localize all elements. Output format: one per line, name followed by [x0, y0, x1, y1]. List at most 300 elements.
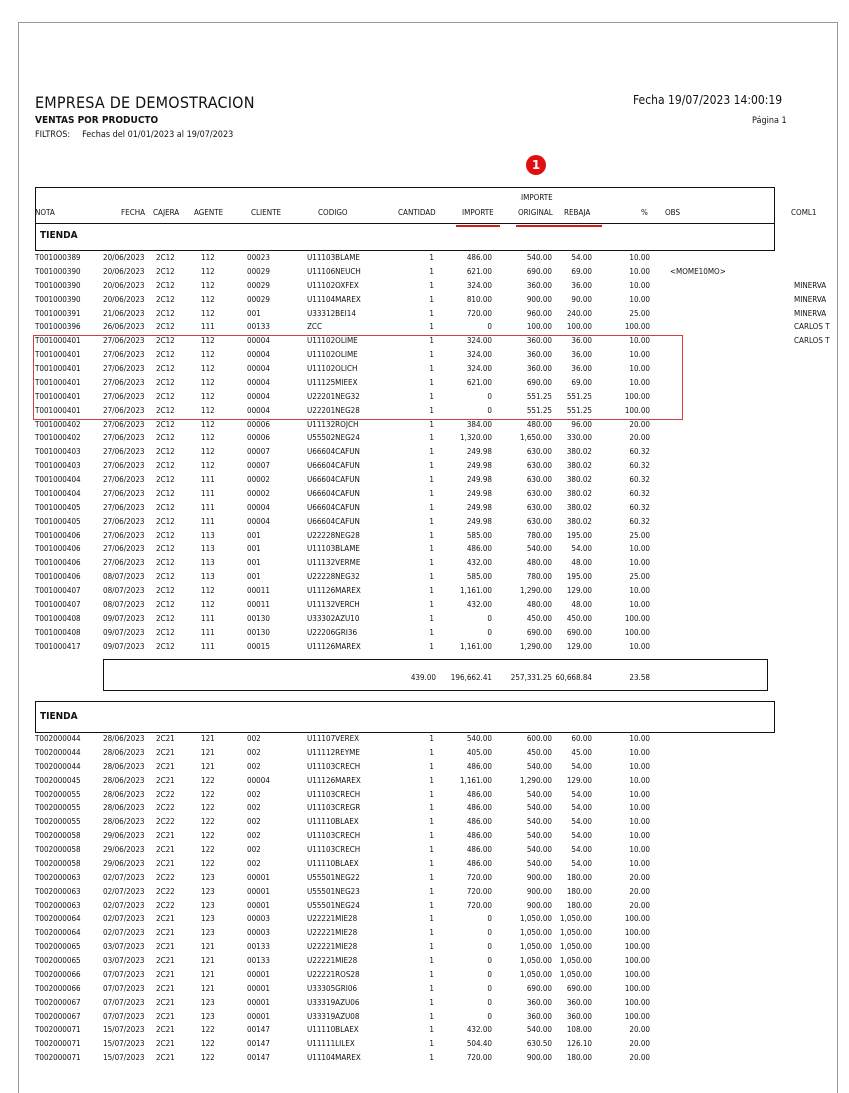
cell-pct: 10.00 [629, 558, 650, 568]
cell-rebaja: 1,050.00 [559, 928, 592, 938]
cell-pct: 10.00 [629, 364, 650, 374]
cell-importe: 249.98 [466, 475, 492, 485]
cell-cantidad: 1 [429, 280, 434, 290]
cell-fecha: 27/06/2023 [103, 433, 145, 443]
cell-cantidad: 1 [429, 831, 434, 841]
cell-agente: 112 [201, 586, 215, 596]
table-row [0, 515, 849, 529]
cell-cantidad: 1 [429, 613, 434, 623]
cell-fecha: 27/06/2023 [103, 530, 145, 540]
cell-cantidad: 1 [429, 294, 434, 304]
cell-fecha: 27/06/2023 [103, 516, 145, 526]
cell-cliente: 00133 [247, 942, 270, 952]
cell-nota: T001000406 [35, 530, 81, 540]
cell-original: 1,050.00 [519, 914, 552, 924]
cell-agente: 111 [201, 641, 215, 651]
cell-fecha: 29/06/2023 [103, 845, 145, 855]
cell-nota: T001000407 [35, 586, 81, 596]
col-cantidad: CANTIDAD [398, 208, 436, 217]
cell-agente: 122 [201, 803, 215, 813]
cell-cliente: 00001 [247, 872, 270, 882]
cell-rebaja: 48.00 [571, 558, 592, 568]
cell-rebaja: 380.02 [566, 516, 592, 526]
cell-codigo: U33312BEI14 [307, 308, 356, 318]
cell-fecha: 27/06/2023 [103, 336, 145, 346]
cell-cantidad: 1 [429, 516, 434, 526]
cell-importe: 249.98 [466, 461, 492, 471]
cell-nota: T001000403 [35, 447, 81, 457]
cell-agente: 123 [201, 886, 215, 896]
cell-importe: 324.00 [466, 280, 492, 290]
highlight-underline-importe [456, 225, 500, 227]
cell-original: 630.00 [526, 461, 552, 471]
cell-cajera: 2C22 [156, 900, 175, 910]
cell-cliente: 002 [247, 761, 261, 771]
cell-cantidad: 1 [429, 350, 434, 360]
cell-cajera: 2C21 [156, 747, 175, 757]
cell-pct: 100.00 [624, 627, 650, 637]
cell-pct: 10.00 [629, 789, 650, 799]
cell-rebaja: 54.00 [571, 803, 592, 813]
cell-importe: 720.00 [466, 900, 492, 910]
cell-original: 540.00 [526, 817, 552, 827]
cell-agente: 123 [201, 900, 215, 910]
cell-agente: 122 [201, 845, 215, 855]
cell-pct: 10.00 [629, 350, 650, 360]
cell-fecha: 28/06/2023 [103, 775, 145, 785]
cell-pct: 60.32 [629, 502, 650, 512]
cell-codigo: U33302AZU10 [307, 613, 360, 623]
cell-codigo: U11104MAREX [307, 1053, 361, 1063]
cell-importe: 0 [487, 997, 492, 1007]
cell-rebaja: 54.00 [571, 858, 592, 868]
table-row [0, 279, 849, 293]
cell-rebaja: 126.10 [566, 1039, 592, 1049]
cell-cantidad: 1 [429, 586, 434, 596]
cell-codigo: U33319AZU08 [307, 1011, 360, 1021]
cell-cliente: 002 [247, 858, 261, 868]
cell-nota: T001000406 [35, 558, 81, 568]
cell-importe: 324.00 [466, 336, 492, 346]
cell-codigo: U11106NEUCH [307, 266, 361, 276]
cell-original: 1,050.00 [519, 956, 552, 966]
cell-importe: 486.00 [466, 817, 492, 827]
cell-nota: T002000058 [35, 831, 81, 841]
cell-cantidad: 1 [429, 886, 434, 896]
cell-codigo: U22228NEG28 [307, 530, 360, 540]
table-row [0, 996, 849, 1010]
cell-cajera: 2C12 [156, 433, 175, 443]
cell-original: 540.00 [526, 544, 552, 554]
table-row [0, 774, 849, 788]
cell-codigo: U11102OLIME [307, 336, 358, 346]
cell-agente: 122 [201, 831, 215, 841]
cell-cliente: 00004 [247, 377, 270, 387]
cell-cliente: 00130 [247, 627, 270, 637]
table-row [0, 445, 849, 459]
cell-cantidad: 1 [429, 942, 434, 952]
cell-importe: 0 [487, 969, 492, 979]
cell-fecha: 07/07/2023 [103, 969, 145, 979]
cell-cliente: 00004 [247, 405, 270, 415]
table-row [0, 307, 849, 321]
cell-nota: T001000401 [35, 405, 81, 415]
cell-importe: 384.00 [466, 419, 492, 429]
cell-cajera: 2C12 [156, 377, 175, 387]
cell-fecha: 27/06/2023 [103, 544, 145, 554]
cell-pct: 10.00 [629, 266, 650, 276]
cell-pct: 10.00 [629, 600, 650, 609]
cell-original: 540.00 [526, 858, 552, 868]
cell-codigo: ZCC [307, 322, 322, 332]
cell-pct: 10.00 [629, 817, 650, 827]
cell-agente: 113 [201, 530, 215, 540]
cell-importe: 540.00 [466, 734, 492, 743]
cell-coml: MINERVA [794, 308, 827, 318]
cell-obs: <MOME10MO> [670, 266, 726, 276]
cell-importe: 249.98 [466, 488, 492, 498]
highlight-box [33, 335, 683, 420]
cell-importe: 486.00 [466, 253, 492, 262]
cell-original: 480.00 [526, 600, 552, 609]
cell-cliente: 001 [247, 308, 261, 318]
section2-header-box [35, 701, 775, 733]
cell-original: 630.50 [526, 1039, 552, 1049]
cell-nota: T001000404 [35, 488, 81, 498]
cell-coml: MINERVA [794, 294, 827, 304]
cell-original: 900.00 [526, 294, 552, 304]
cell-agente: 111 [201, 627, 215, 637]
cell-cajera: 2C21 [156, 928, 175, 938]
cell-cajera: 2C21 [156, 956, 175, 966]
cell-cantidad: 1 [429, 928, 434, 938]
cell-codigo: U11126MAREX [307, 586, 361, 596]
cell-cliente: 00147 [247, 1053, 270, 1063]
cell-cajera: 2C12 [156, 613, 175, 623]
table-row [0, 598, 849, 612]
cell-coml: MINERVA [794, 280, 827, 290]
cell-pct: 100.00 [624, 969, 650, 979]
table-row [0, 556, 849, 570]
cell-cantidad: 1 [429, 266, 434, 276]
cell-agente: 121 [201, 942, 215, 952]
cell-codigo: U66604CAFUN [307, 461, 360, 471]
cell-agente: 121 [201, 734, 215, 743]
cell-fecha: 27/06/2023 [103, 364, 145, 374]
cell-cajera: 2C21 [156, 1011, 175, 1021]
cell-agente: 112 [201, 447, 215, 457]
cell-original: 360.00 [526, 997, 552, 1007]
cell-cantidad: 1 [429, 419, 434, 429]
column-header-box [35, 187, 775, 251]
cell-original: 690.00 [526, 377, 552, 387]
cell-cantidad: 1 [429, 641, 434, 651]
cell-codigo: U11103CRECH [307, 831, 361, 841]
report-date: Fecha 19/07/2023 14:00:19 [633, 93, 783, 107]
cell-pct: 10.00 [629, 377, 650, 387]
cell-cliente: 00001 [247, 983, 270, 993]
cell-original: 900.00 [526, 900, 552, 910]
cell-fecha: 02/07/2023 [103, 914, 145, 924]
cell-fecha: 09/07/2023 [103, 641, 145, 651]
cell-cliente: 002 [247, 817, 261, 827]
cell-rebaja: 129.00 [566, 586, 592, 596]
cell-pct: 20.00 [629, 433, 650, 443]
cell-pct: 10.00 [629, 831, 650, 841]
cell-original: 630.00 [526, 502, 552, 512]
cell-nota: T002000045 [35, 775, 81, 785]
cell-cantidad: 1 [429, 1025, 434, 1035]
annotation-marker: 1 [526, 155, 546, 175]
cell-importe: 0 [487, 322, 492, 332]
cell-fecha: 27/06/2023 [103, 350, 145, 360]
total-rebaja: 60,668.84 [555, 673, 592, 682]
cell-cantidad: 1 [429, 761, 434, 771]
cell-nota: T001000390 [35, 294, 81, 304]
cell-cantidad: 1 [429, 1011, 434, 1021]
cell-original: 900.00 [526, 886, 552, 896]
cell-cliente: 00130 [247, 613, 270, 623]
cell-pct: 100.00 [624, 1011, 650, 1021]
cell-cantidad: 1 [429, 1053, 434, 1063]
cell-rebaja: 96.00 [571, 419, 592, 429]
col-obs: OBS [665, 208, 681, 217]
cell-cantidad: 1 [429, 900, 434, 910]
cell-nota: T002000058 [35, 858, 81, 868]
cell-fecha: 28/06/2023 [103, 734, 145, 743]
cell-nota: T001000390 [35, 280, 81, 290]
cell-fecha: 08/07/2023 [103, 600, 145, 609]
cell-codigo: U11112REYME [307, 747, 360, 757]
cell-nota: T001000405 [35, 502, 81, 512]
cell-nota: T001000401 [35, 336, 81, 346]
cell-cajera: 2C12 [156, 336, 175, 346]
cell-coml: CARLOS T [794, 322, 830, 332]
cell-codigo: U55501NEG24 [307, 900, 360, 910]
cell-original: 450.00 [526, 613, 552, 623]
cell-cajera: 2C12 [156, 280, 175, 290]
cell-cliente: 00001 [247, 886, 270, 896]
cell-original: 100.00 [526, 322, 552, 332]
cell-cajera: 2C12 [156, 447, 175, 457]
table-row [0, 584, 849, 598]
table-row [0, 1037, 849, 1051]
cell-agente: 122 [201, 858, 215, 868]
cell-fecha: 28/06/2023 [103, 747, 145, 757]
cell-nota: T002000044 [35, 734, 81, 743]
col-cliente: CLIENTE [251, 208, 282, 217]
cell-nota: T001000401 [35, 391, 81, 401]
cell-codigo: U22221ROS28 [307, 969, 360, 979]
col-rebaja: REBAJA [564, 208, 591, 217]
cell-cajera: 2C12 [156, 266, 175, 276]
col-coml1: COML1 [791, 208, 817, 217]
cell-agente: 111 [201, 502, 215, 512]
cell-cliente: 00029 [247, 266, 270, 276]
cell-rebaja: 108.00 [566, 1025, 592, 1035]
cell-original: 630.00 [526, 516, 552, 526]
cell-rebaja: 551.25 [566, 405, 592, 415]
cell-pct: 20.00 [629, 419, 650, 429]
col-codigo: CODIGO [318, 208, 348, 217]
cell-cantidad: 1 [429, 447, 434, 457]
cell-cajera: 2C21 [156, 983, 175, 993]
cell-nota: T001000391 [35, 308, 81, 318]
cell-importe: 1,161.00 [459, 586, 492, 596]
cell-original: 960.00 [526, 308, 552, 318]
cell-coml: CARLOS T [794, 336, 830, 346]
cell-fecha: 08/07/2023 [103, 572, 145, 582]
cell-cantidad: 1 [429, 600, 434, 609]
cell-fecha: 02/07/2023 [103, 872, 145, 882]
cell-cantidad: 1 [429, 817, 434, 827]
cell-cliente: 001 [247, 572, 261, 582]
cell-nota: T002000066 [35, 969, 81, 979]
cell-fecha: 15/07/2023 [103, 1039, 145, 1049]
cell-nota: T002000065 [35, 956, 81, 966]
cell-rebaja: 90.00 [571, 294, 592, 304]
cell-pct: 100.00 [624, 983, 650, 993]
cell-nota: T002000064 [35, 914, 81, 924]
cell-cliente: 002 [247, 734, 261, 743]
cell-cantidad: 1 [429, 747, 434, 757]
cell-cliente: 00001 [247, 900, 270, 910]
cell-cajera: 2C12 [156, 253, 175, 262]
cell-rebaja: 360.00 [566, 997, 592, 1007]
table-row [0, 1051, 849, 1065]
cell-rebaja: 180.00 [566, 872, 592, 882]
cell-cajera: 2C21 [156, 734, 175, 743]
cell-pct: 100.00 [624, 997, 650, 1007]
cell-original: 600.00 [526, 734, 552, 743]
cell-cantidad: 1 [429, 789, 434, 799]
cell-original: 551.25 [526, 405, 552, 415]
cell-pct: 10.00 [629, 775, 650, 785]
cell-fecha: 20/06/2023 [103, 280, 145, 290]
cell-cliente: 001 [247, 530, 261, 540]
cell-nota: T002000065 [35, 942, 81, 952]
cell-codigo: U66604CAFUN [307, 488, 360, 498]
cell-cantidad: 1 [429, 1039, 434, 1049]
cell-agente: 113 [201, 572, 215, 582]
cell-codigo: U11110BLAEX [307, 817, 359, 827]
cell-cantidad: 1 [429, 983, 434, 993]
cell-rebaja: 69.00 [571, 377, 592, 387]
cell-fecha: 03/07/2023 [103, 956, 145, 966]
cell-agente: 113 [201, 544, 215, 554]
cell-rebaja: 69.00 [571, 266, 592, 276]
cell-original: 690.00 [526, 983, 552, 993]
cell-codigo: U22221MIE28 [307, 914, 358, 924]
col-fecha: FECHA [121, 208, 146, 217]
cell-cajera: 2C21 [156, 1025, 175, 1035]
cell-pct: 20.00 [629, 1039, 650, 1049]
cell-fecha: 27/06/2023 [103, 391, 145, 401]
cell-pct: 10.00 [629, 858, 650, 868]
cell-rebaja: 180.00 [566, 900, 592, 910]
company-name: EMPRESA DE DEMOSTRACION [35, 93, 255, 112]
cell-cajera: 2C21 [156, 761, 175, 771]
cell-pct: 100.00 [624, 322, 650, 332]
cell-nota: T002000055 [35, 817, 81, 827]
cell-agente: 112 [201, 364, 215, 374]
cell-codigo: U33319AZU06 [307, 997, 360, 1007]
cell-importe: 0 [487, 956, 492, 966]
cell-agente: 122 [201, 1025, 215, 1035]
cell-agente: 123 [201, 997, 215, 1007]
cell-fecha: 27/06/2023 [103, 475, 145, 485]
cell-pct: 100.00 [624, 928, 650, 938]
cell-fecha: 27/06/2023 [103, 419, 145, 429]
table-row [0, 459, 849, 473]
cell-agente: 123 [201, 1011, 215, 1021]
total-cantidad: 439.00 [410, 673, 436, 682]
col-cajera: CAJERA [153, 208, 180, 217]
cell-cliente: 00004 [247, 391, 270, 401]
cell-importe: 1,320.00 [459, 433, 492, 443]
cell-fecha: 07/07/2023 [103, 1011, 145, 1021]
cell-cantidad: 1 [429, 775, 434, 785]
cell-cliente: 00133 [247, 956, 270, 966]
cell-rebaja: 36.00 [571, 350, 592, 360]
table-row [0, 982, 849, 996]
cell-importe: 486.00 [466, 544, 492, 554]
cell-nota: T002000055 [35, 789, 81, 799]
cell-codigo: U55502NEG24 [307, 433, 360, 443]
cell-rebaja: 1,050.00 [559, 969, 592, 979]
cell-agente: 112 [201, 294, 215, 304]
cell-cajera: 2C12 [156, 294, 175, 304]
cell-original: 630.00 [526, 447, 552, 457]
cell-rebaja: 54.00 [571, 817, 592, 827]
cell-codigo: U11102OLICH [307, 364, 358, 374]
cell-original: 1,290.00 [519, 641, 552, 651]
table-row [0, 801, 849, 815]
cell-fecha: 02/07/2023 [103, 900, 145, 910]
cell-original: 1,050.00 [519, 942, 552, 952]
cell-pct: 60.32 [629, 516, 650, 526]
section-title: TIENDA [40, 230, 78, 241]
cell-cantidad: 1 [429, 253, 434, 262]
total-importe: 196,662.41 [450, 673, 492, 682]
cell-original: 1,290.00 [519, 586, 552, 596]
cell-cajera: 2C22 [156, 789, 175, 799]
cell-pct: 20.00 [629, 1053, 650, 1063]
cell-fecha: 27/06/2023 [103, 405, 145, 415]
table-row [0, 570, 849, 584]
cell-fecha: 27/06/2023 [103, 461, 145, 471]
cell-original: 1,050.00 [519, 928, 552, 938]
cell-rebaja: 450.00 [566, 613, 592, 623]
cell-fecha: 20/06/2023 [103, 294, 145, 304]
cell-importe: 486.00 [466, 858, 492, 868]
cell-original: 360.00 [526, 280, 552, 290]
cell-cajera: 2C22 [156, 886, 175, 896]
table-row [0, 529, 849, 543]
cell-nota: T002000071 [35, 1053, 81, 1063]
cell-importe: 720.00 [466, 886, 492, 896]
cell-agente: 112 [201, 280, 215, 290]
cell-cliente: 00029 [247, 294, 270, 304]
cell-codigo: U66604CAFUN [307, 502, 360, 512]
table-row [0, 626, 849, 640]
cell-importe: 585.00 [466, 572, 492, 582]
cell-cajera: 2C12 [156, 461, 175, 471]
cell-fecha: 27/06/2023 [103, 377, 145, 387]
cell-nota: T001000405 [35, 516, 81, 526]
cell-fecha: 15/07/2023 [103, 1053, 145, 1063]
cell-original: 540.00 [526, 761, 552, 771]
